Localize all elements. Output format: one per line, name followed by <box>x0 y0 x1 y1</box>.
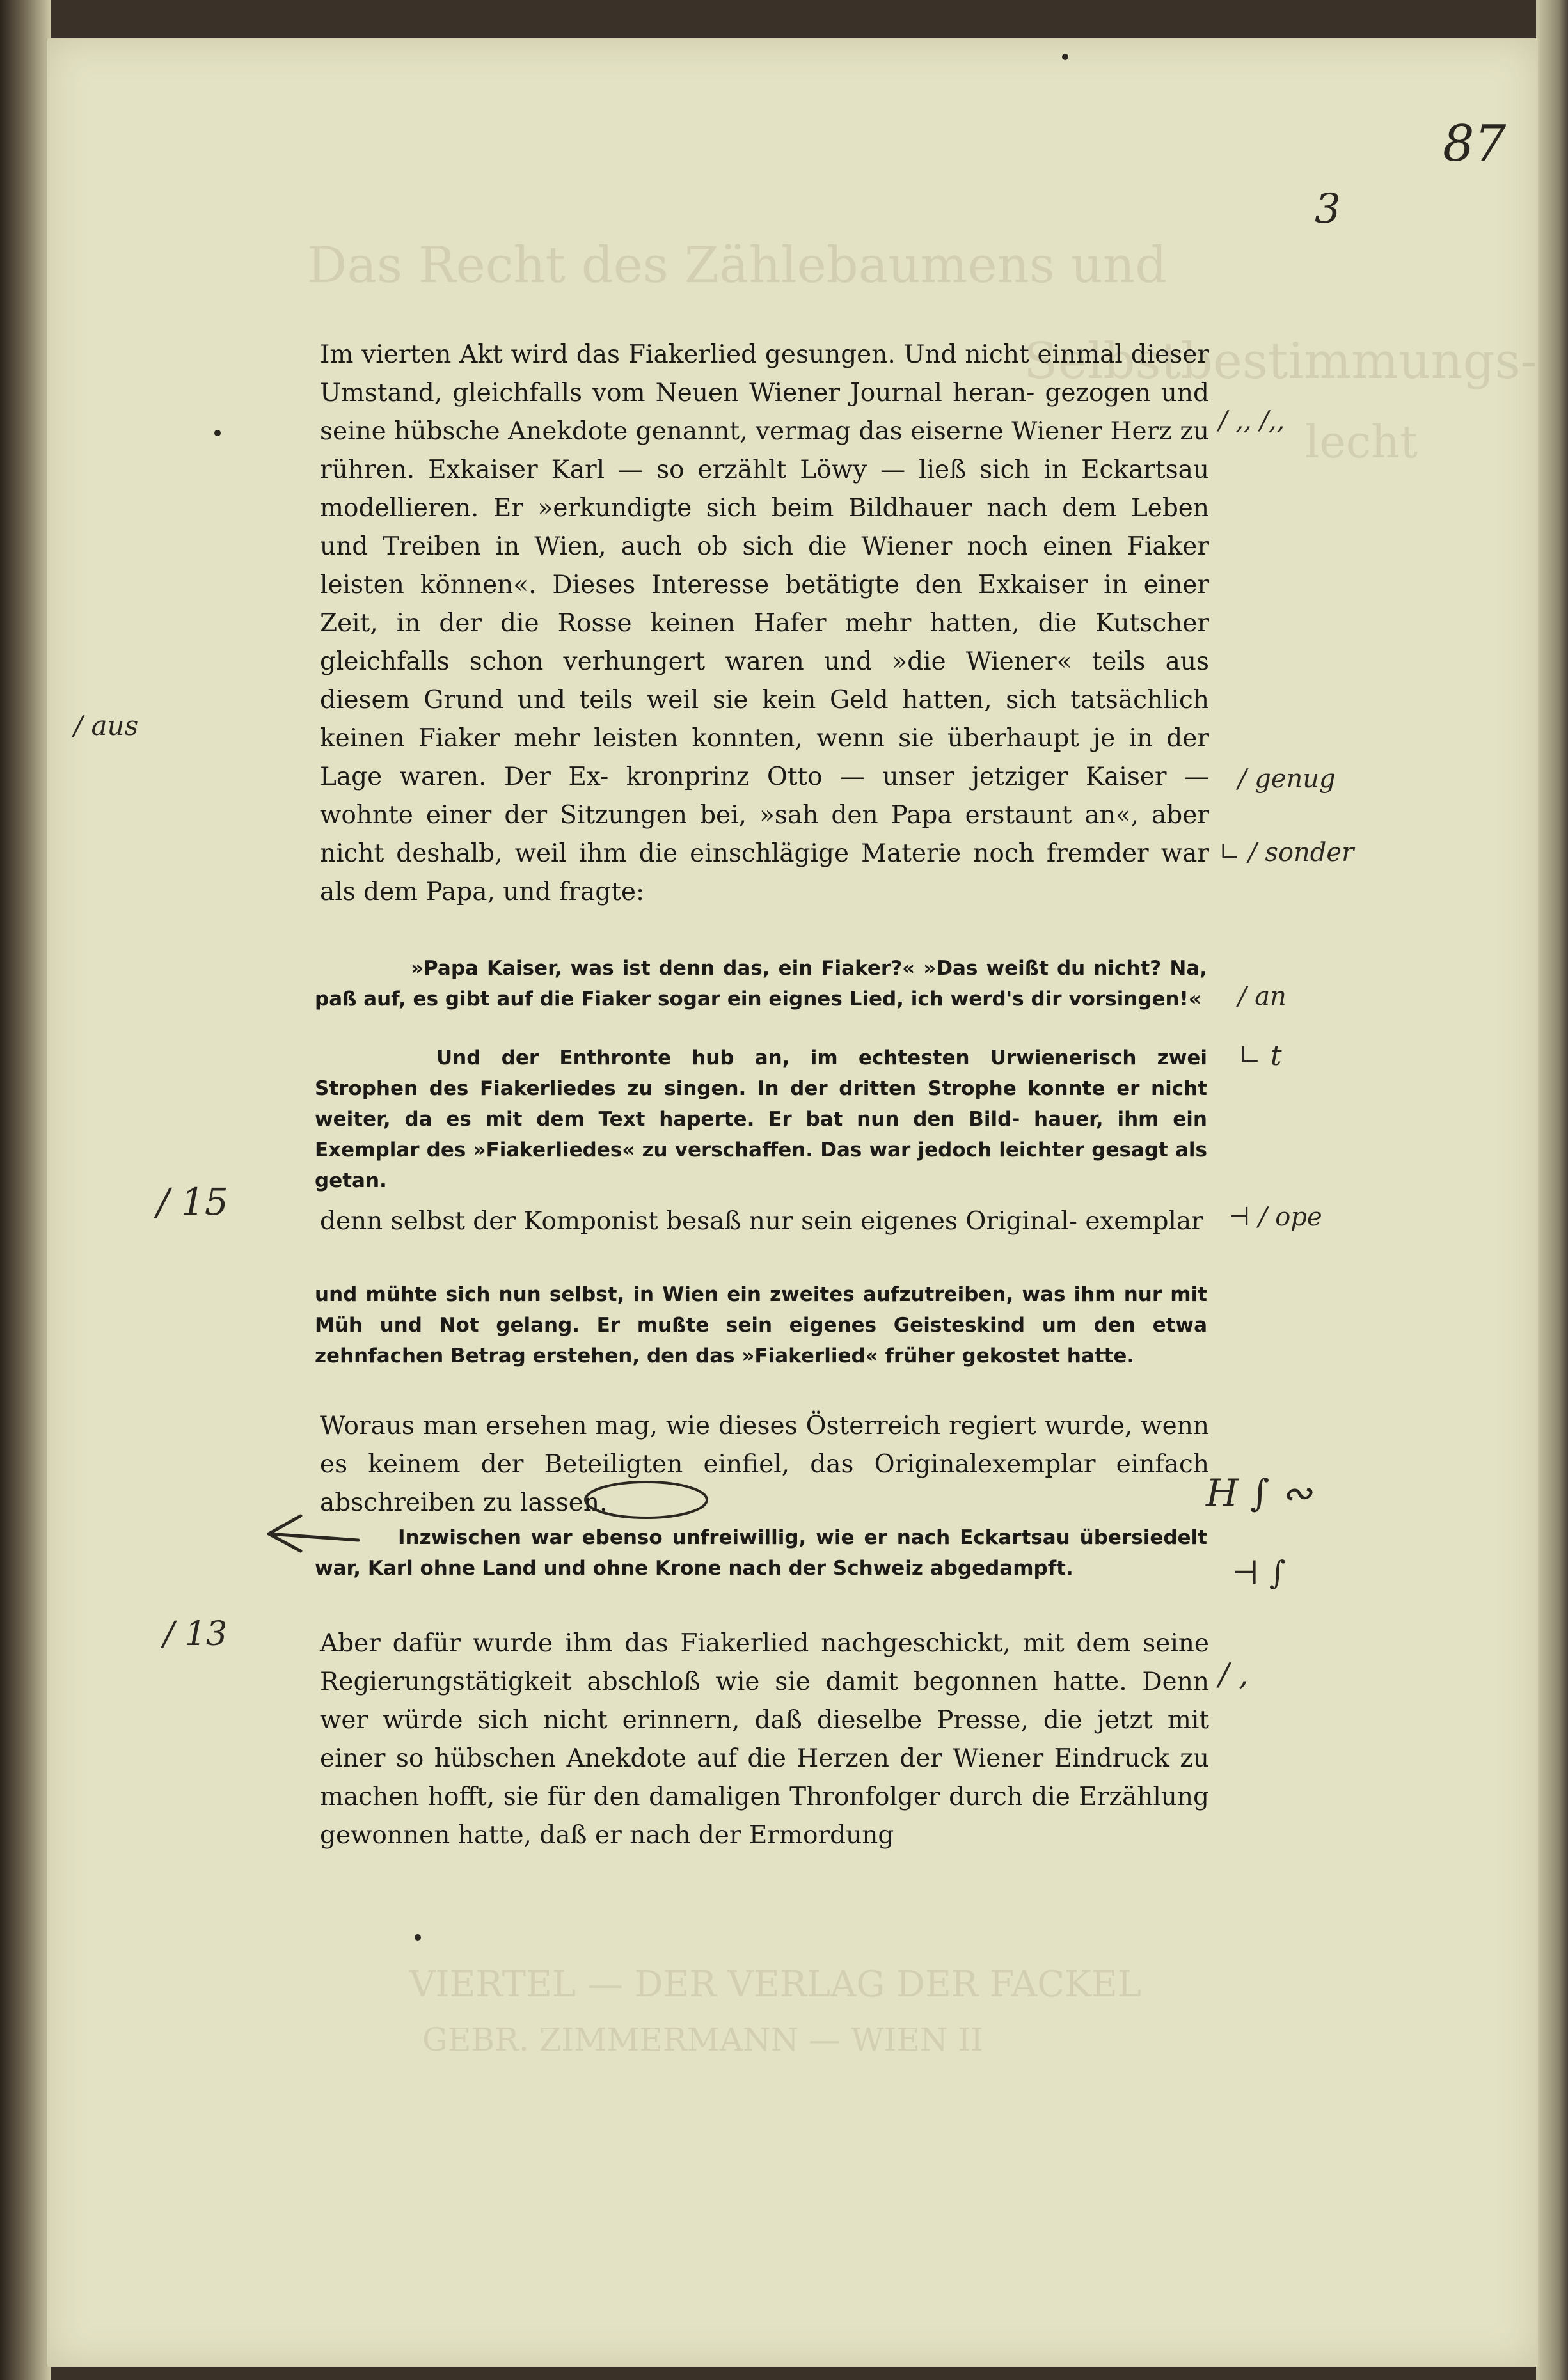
margin-note-right-7: H ∫ ∾ <box>1206 1471 1313 1515</box>
margin-note-right-9: / , <box>1219 1657 1249 1692</box>
margin-note-left-2: / 15 <box>157 1180 228 1224</box>
quote-dialogue: »Papa Kaiser, was ist denn das, ein Fiaker?« »Das weißt du nicht? Na, paß auf, es gibt auf die Fiaker sogar ein eignes Lied, ich werd's dir vorsingen!« <box>315 957 1207 1011</box>
handwritten-page-number: 87 <box>1443 115 1507 173</box>
page-dot-mark-3 <box>415 1934 421 1941</box>
paragraph-austria: Woraus man ersehen mag, wie dieses Österreich regiert wurde, wenn es keinem der Beteiligten einfiel, das Originalexemplar einfach abschreiben zu lassen. <box>320 1412 1209 1517</box>
paragraph-final: Aber dafür wurde ihm das Fiakerlied nachgeschickt, mit dem seine Regierungstätigkeit abschloß wie sie damit begonnen hatte. Denn wer würde sich nicht erinnern, daß dieselbe Presse, die jetzt mit einer so hübschen Anekdote auf die Herzen der Wiener Eindruck zu machen hofft, sie für den damaligen Thronfolger durch die Erzählung gewonnen hatte, daß er nach der Ermordung <box>320 1629 1209 1850</box>
margin-note-right-5: ∟ t <box>1238 1039 1282 1072</box>
page-dot-mark-2 <box>214 430 221 436</box>
circled-word-mark <box>585 1482 707 1518</box>
margin-note-right-2: / genug <box>1238 764 1336 794</box>
paragraph-1: Im vierten Akt wird das Fiakerlied gesungen. Und nicht einmal dieser Umstand, gleichfalls vom Neuen Wiener Journal heran- gezogen und seine hübsche Anekdote genannt, vermag das eiserne Wiener Herz zu rühren. Exkaiser Karl — so erzählt Löwy — ließ sich in Eckartsau modellieren. Er »erkundigte sich beim Bildhauer nach dem Leben und Treiben in Wien, auch ob sich die Wiener noch einen Fiaker leisten können«. Dieses Interesse betätigte den Exkaiser in einer Zeit, in der die Rosse keinen Hafer mehr hatten, die Kutscher gleichfalls schon verhungert waren und »die Wiener« teils aus diesem Grund und teils weil sie kein Geld hatten, sich tatsächlich keinen Fiaker mehr leisten konnten, wenn sie überhaupt je in der Lage waren. Der Ex- kronprinz Otto — unser jetziger Kaiser — wohnte einer der Sitzungen bei, »sah den Papa erstaunt an«, aber nicht deshalb, weil ihm die einschlägige Materie noch fremder war als dem Papa, und fragte: <box>320 340 1209 906</box>
left-arrow-mark <box>269 1516 358 1551</box>
quote-composer: und mühte sich nun selbst, in Wien ein zweites aufzutreiben, was ihm nur mit Müh und Not gelang. Er mußte sein eigenes Geisteskind um den etwa zehnfachen Betrag erstehen, den das »Fiakerlied« früher gekostet hatte. <box>315 1283 1207 1367</box>
show-through-title-3: lecht <box>1305 416 1418 468</box>
margin-note-right-8: ⊣ ∫ <box>1231 1554 1286 1591</box>
margin-note-left-1: / aus <box>74 710 139 741</box>
margin-note-right-4: / an <box>1238 982 1287 1011</box>
margin-note-right-1: / ,, /,, <box>1219 406 1285 436</box>
quote-narration: Und der Enthronte hub an, im echtesten Urwienerisch zwei Strophen des Fiakerliedes zu singen. In der dritten Strophe konnte er nicht weiter, da es mit dem Text haperte. Er bat nun den Bild- hauer, ihm ein Exemplar des »Fiakerliedes« zu verschaffen. Das war jedoch leichter gesagt als getan. <box>315 1046 1207 1192</box>
paragraph-insert: denn selbst der Komponist besaß nur sein eigenes Original- exemplar <box>320 1207 1203 1236</box>
show-through-title-2: Selbstbestimmungs- <box>1024 333 1537 390</box>
show-through-footer-2: GEBR. ZIMMERMANN — WIEN II <box>422 2021 984 2058</box>
page-dot-mark-1 <box>1062 54 1068 60</box>
show-through-footer-1: VIERTEL — DER VERLAG DER FACKEL <box>409 1964 1141 2005</box>
margin-note-right-6: ⊣ / ope <box>1228 1202 1322 1232</box>
margin-note-left-3: / 13 <box>163 1615 228 1653</box>
show-through-title-1: Das Recht des Zählebaumens und <box>307 237 1168 294</box>
margin-note-right-3: ∟ / sonder <box>1219 838 1354 867</box>
handwritten-sheet-number: 3 <box>1315 185 1341 233</box>
quote-exile: Inzwischen war ebenso unfreiwillig, wie er nach Eckartsau übersiedelt war, Karl ohne Land und ohne Krone nach der Schweiz abgedampft. <box>315 1526 1207 1580</box>
